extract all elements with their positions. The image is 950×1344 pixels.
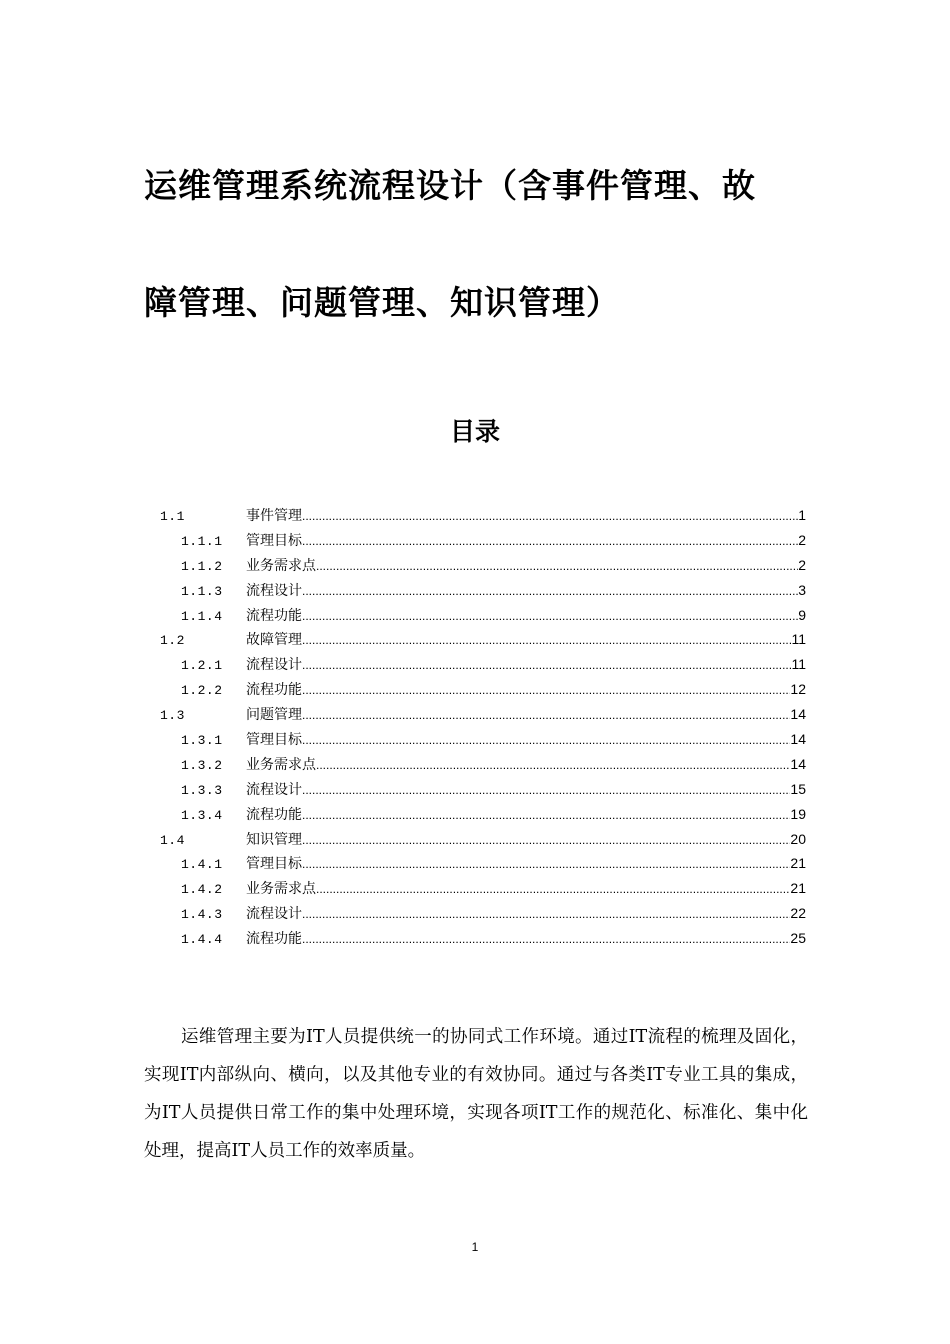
toc-dot-leader <box>302 529 798 554</box>
toc-entry-number: 1.2.1 <box>181 658 223 674</box>
page-number: 1 <box>471 1240 479 1254</box>
toc-entry-number: 1.2 <box>160 633 185 649</box>
toc-entry-number: 1.3.2 <box>181 757 223 773</box>
toc-entry[interactable] <box>158 727 806 752</box>
toc-entry-number: 1.1.4 <box>181 608 223 624</box>
toc-entry-page: 25 <box>790 930 806 947</box>
toc-dot-leader <box>302 653 791 678</box>
toc-dot-leader <box>302 852 790 877</box>
toc-entry-page: 1 <box>798 507 806 523</box>
toc-entry[interactable] <box>158 677 806 702</box>
toc-entry-number: 1.1.2 <box>181 558 223 574</box>
toc-dot-leader <box>302 778 790 803</box>
toc-entry[interactable] <box>158 876 806 901</box>
toc-entry[interactable] <box>158 926 806 951</box>
toc-entry-page: 3 <box>798 581 806 598</box>
toc-entry-page: 2 <box>798 556 806 573</box>
toc-entry-title: 业务需求点 <box>246 557 316 574</box>
toc-entry-number: 1.4.3 <box>181 907 223 923</box>
toc-entry-page: 20 <box>790 830 806 847</box>
toc-entry-number: 1.3 <box>160 708 185 724</box>
toc-entry-number: 1.3.4 <box>181 807 223 823</box>
toc-dot-leader <box>302 902 790 927</box>
toc-entry-title: 问题管理 <box>246 707 302 724</box>
toc-entry-page: 14 <box>790 731 806 748</box>
document-title-line-2: 障管理、问题管理、知识管理） <box>144 283 620 322</box>
toc-entry-title: 管理目标 <box>246 732 302 749</box>
toc-entry[interactable] <box>158 578 806 603</box>
toc-entry-title: 流程设计 <box>246 781 302 798</box>
toc-entry-title: 故障管理 <box>246 632 302 649</box>
toc-entry-number: 1.4.1 <box>181 857 223 873</box>
toc-dot-leader <box>302 927 790 952</box>
toc-entry-number: 1.1.1 <box>181 533 223 549</box>
toc-entry-title: 流程设计 <box>246 657 302 674</box>
toc-entry-page: 14 <box>790 706 806 723</box>
toc-entry-title: 业务需求点 <box>246 756 316 773</box>
toc-entry-number: 1.2.2 <box>181 683 223 699</box>
toc-dot-leader <box>302 703 790 728</box>
toc-entry-title: 管理目标 <box>246 856 302 873</box>
toc-entry[interactable] <box>158 503 806 528</box>
toc-dot-leader <box>302 678 790 703</box>
toc-entry-title: 管理目标 <box>246 532 302 549</box>
toc-entry[interactable] <box>158 627 806 652</box>
toc-entry-number: 1.4.2 <box>181 882 223 898</box>
toc-dot-leader <box>302 803 790 828</box>
toc-entry-number: 1.3.1 <box>181 733 223 749</box>
toc-entry-number: 1.4.4 <box>181 932 223 948</box>
toc-entry[interactable] <box>158 752 806 777</box>
toc-entry-title: 事件管理 <box>246 508 302 524</box>
toc-dot-leader <box>316 877 790 902</box>
toc-entry-number: 1.3.3 <box>181 782 223 798</box>
toc-entry-number: 1.1.3 <box>181 583 223 599</box>
toc-entry[interactable] <box>158 827 806 852</box>
toc-entry-title: 知识管理 <box>246 831 302 848</box>
toc-entry-page: 11 <box>791 656 806 673</box>
toc-entry-page: 21 <box>790 855 806 872</box>
toc-dot-leader <box>316 554 798 579</box>
toc-dot-leader <box>302 504 798 529</box>
toc-entry[interactable] <box>158 777 806 802</box>
toc-entry-title: 流程功能 <box>246 931 302 948</box>
toc-entry-title: 流程设计 <box>246 906 302 923</box>
toc-entry-page: 22 <box>790 905 806 922</box>
toc-entry[interactable] <box>158 652 806 677</box>
toc-entry-title: 流程设计 <box>246 582 302 599</box>
toc-entry-page: 11 <box>791 631 806 648</box>
toc-entry-page: 15 <box>790 780 806 797</box>
toc-dot-leader <box>302 628 791 653</box>
toc-entry-title: 流程功能 <box>246 682 302 699</box>
toc-entry-page: 21 <box>790 880 806 897</box>
table-of-contents <box>158 503 806 951</box>
toc-entry-number: 1.4 <box>160 832 185 848</box>
document-title-line-1: 运维管理系统流程设计（含事件管理、故 <box>144 166 756 205</box>
toc-dot-leader <box>302 604 798 629</box>
toc-entry[interactable] <box>158 603 806 628</box>
toc-dot-leader <box>302 828 790 853</box>
toc-entry-title: 流程功能 <box>246 806 302 823</box>
toc-entry-title: 业务需求点 <box>246 881 316 898</box>
toc-entry[interactable] <box>158 702 806 727</box>
toc-entry[interactable] <box>158 851 806 876</box>
toc-entry-page: 19 <box>790 805 806 822</box>
toc-entry[interactable] <box>158 901 806 926</box>
toc-entry-title: 流程功能 <box>246 607 302 624</box>
toc-heading: 目录 <box>449 417 500 446</box>
toc-dot-leader <box>316 753 790 778</box>
toc-dot-leader <box>302 728 790 753</box>
toc-entry-page: 12 <box>790 681 806 698</box>
toc-entry-number: 1.1 <box>160 509 185 524</box>
toc-dot-leader <box>302 579 798 604</box>
toc-entry-page: 2 <box>798 531 806 548</box>
toc-entry[interactable] <box>158 528 806 553</box>
toc-entry-page: 9 <box>798 606 806 623</box>
toc-entry[interactable] <box>158 802 806 827</box>
toc-entry-page: 14 <box>790 755 806 772</box>
body-paragraph: 运维管理主要为IT人员提供统一的协同式工作环境。通过IT流程的梳理及固化，实现IT内部纵向、横向，以及其他专业的有效协同。通过与各类IT专业工具的集成，为IT人员提供日常工作的集中处理环境，实现各项IT工作的规范化、标准化、集中化处理，提高IT人员工作的效率质量。 <box>144 1027 808 1161</box>
toc-entry[interactable] <box>158 553 806 578</box>
